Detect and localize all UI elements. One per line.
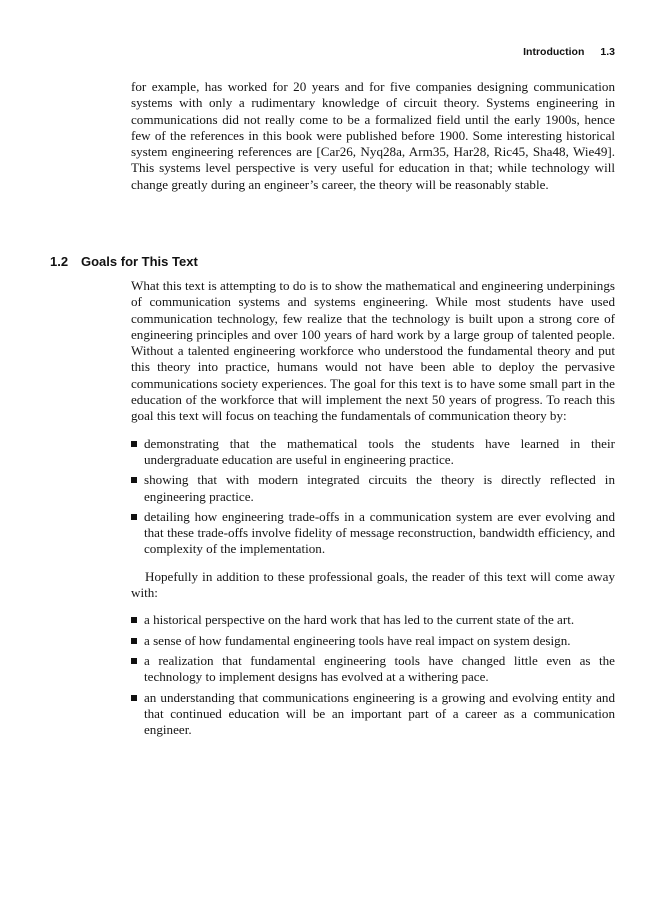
list-item: [131, 612, 615, 628]
bullet-square-icon: [131, 658, 137, 664]
list-item: [131, 653, 615, 686]
section-body: [131, 278, 615, 742]
hopefully-paragraph: Hopefully in addition to these professional goals, the reader of this text will come away with:: [131, 568, 615, 601]
page-number: 1.3: [600, 46, 615, 58]
list-item-text: a sense of how fundamental engineering tools have real impact on system design.: [144, 632, 571, 648]
outcome-bullet-list: [131, 612, 615, 738]
section-heading: [50, 254, 198, 269]
list-item-text: detailing how engineering trade-offs in a communication system are ever evolving and that these trade-offs involve fidelity of message reconstruction, bandwidth efficiency, and complexity of the implementation.: [144, 508, 615, 557]
list-item: [131, 472, 615, 505]
running-header: [523, 46, 615, 58]
list-item-text: demonstrating that the mathematical tools the students have learned in their undergraduate education are useful in engineering practice.: [144, 435, 615, 467]
list-item: [131, 436, 615, 469]
intro-paragraph: for example, has worked for 20 years and for five companies designing communication systems with only a rudimentary knowledge of circuit theory. Systems engineering in communications did not really come to be a formalized field until the early 1900s, hence few of the references in this book were published before 1900. Some interesting historical system engineering references are [Car26, Nyq28a, Arm35, Har28, Ric45, Sha48, Wie49]. This systems level perspective is very useful for education in that; while technology will change greatly during an engineer’s career, the theory will be reasonably stable.: [131, 79, 615, 192]
list-item-text: showing that with modern integrated circuits the theory is directly reflected in engineering practice.: [144, 472, 615, 504]
bullet-square-icon: [131, 695, 137, 701]
bullet-square-icon: [131, 441, 137, 447]
bullet-square-icon: [131, 638, 137, 644]
bullet-square-icon: [131, 514, 137, 520]
list-item: [131, 633, 615, 649]
list-item: [131, 690, 615, 739]
list-item-text: a realization that fundamental engineering tools have changed little even as the technology to implement designs has evolved at a withering pace.: [144, 652, 615, 685]
bullet-square-icon: [131, 477, 137, 483]
teaching-bullet-list: [131, 436, 615, 558]
goals-paragraph: What this text is attempting to do is to show the mathematical and engineering underpinings of communication systems and systems engineering. While most students have used communication technology, few realize that the technology is built upon a strong core of engineering principles and over 100 years of hard work by a large group of talented people. Without a talented engineering workforce who understood the fundamental theory and put this theory into practice, humans would not have been able to deploy the pervasive communications society experiences. The goal for this text is to have some small part in the education of the workforce that will implement the next 50 years of progress. To reach this goal this text will focus on teaching the fundamentals of communication theory by:: [131, 278, 615, 424]
list-item: [131, 509, 615, 558]
section-title: Goals for This Text: [81, 254, 198, 269]
header-chapter-title: Introduction: [523, 46, 585, 58]
intro-text-block: [131, 79, 615, 193]
list-item-text: a historical perspective on the hard work that has led to the current state of the art.: [144, 612, 575, 628]
list-item-text: an understanding that communications engineering is a growing and evolving entity and that continued education will be an important part of a career as a communication engineer.: [144, 689, 615, 738]
section-number: 1.2: [50, 254, 69, 269]
bullet-square-icon: [131, 617, 137, 623]
